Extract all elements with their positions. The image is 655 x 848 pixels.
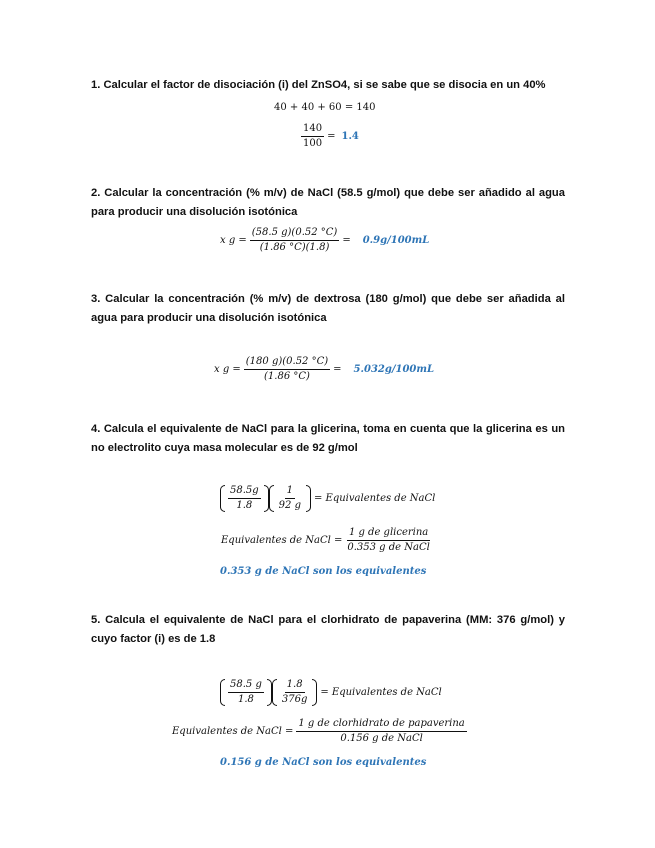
q3-denominator: (1.86 °C)	[264, 371, 310, 382]
q4-fraction-3	[345, 527, 431, 554]
q5-equation-2	[172, 718, 470, 745]
q1-fraction-denominator: 100	[303, 138, 323, 149]
q3-lhs: x g =	[214, 364, 241, 375]
q5-fraction-2	[280, 679, 310, 706]
q3-numerator: (180 g)(0.52 °C)	[244, 356, 330, 370]
q4-equation-2	[221, 527, 435, 554]
q4-fraction-1-denominator: 1.8	[236, 500, 253, 511]
q2-fraction	[250, 227, 340, 254]
q1-result: 1.4	[341, 131, 359, 142]
q4-fraction-2-numerator: 1	[285, 485, 295, 499]
q4-result: 0.353 g de NaCl son los equivalentes	[220, 566, 427, 577]
q5-paren-2	[272, 679, 318, 706]
q1-sum: 40 + 40 + 60 = 140	[274, 102, 376, 113]
q4-lhs2: Equivalentes de NaCl =	[221, 535, 343, 546]
q5-fraction-2-numerator: 1.8	[285, 679, 305, 693]
q3-result: 5.032g/100mL	[353, 364, 434, 375]
q4-fraction-1-numerator: 58.5g	[228, 485, 261, 499]
q2-denominator: (1.86 °C)(1.8)	[259, 242, 330, 253]
question-1-title: 1. Calcular el factor de disociación (i) del ZnSO4, si se sabe que se disocia en un 40%	[91, 79, 546, 91]
q1-fraction-numerator: 140	[301, 123, 324, 137]
q1-fraction	[301, 123, 324, 150]
q4-result-line	[220, 566, 426, 577]
q4-fraction-3-denominator: 0.353 g de NaCl	[347, 542, 430, 553]
q5-fraction-1-numerator: 58.5 g	[228, 679, 264, 693]
q2-lhs: x g =	[220, 235, 247, 246]
q3-fraction	[244, 356, 330, 383]
q4-fraction-1	[228, 485, 261, 512]
q5-rhs: = Equivalentes de NaCl	[320, 687, 442, 698]
q3-equation	[214, 356, 434, 383]
q5-paren-1	[220, 679, 272, 706]
q5-fraction-1	[228, 679, 264, 706]
q5-result: 0.156 g de NaCl son los equivalentes	[220, 757, 427, 768]
q2-equals: =	[342, 235, 351, 246]
q1-fraction-equation	[298, 123, 359, 150]
q5-lhs2: Equivalentes de NaCl =	[172, 726, 294, 737]
q5-fraction-2-denominator: 376g	[281, 694, 308, 705]
q2-result: 0.9g/100mL	[362, 235, 430, 246]
q1-equals: =	[327, 131, 336, 142]
q5-fraction-3	[296, 718, 466, 745]
q5-result-line	[220, 757, 426, 768]
q4-equation-1	[220, 485, 435, 512]
q4-fraction-3-numerator: 1 g de glicerina	[347, 527, 430, 541]
question-3-title: 3. Calcular la concentración (% m/v) de dextrosa (180 g/mol) que debe ser añadida al agua para producir una disolución isotónica	[91, 293, 565, 324]
question-2-title: 2. Calcular la concentración (% m/v) de NaCl (58.5 g/mol) que debe ser añadido al agua para producir una disolución isotónica	[91, 187, 565, 218]
q5-fraction-3-numerator: 1 g de clorhidrato de papaverina	[296, 718, 466, 732]
q4-paren-1	[220, 485, 269, 512]
q5-fraction-1-denominator: 1.8	[237, 694, 254, 705]
question-4-title: 4. Calcula el equivalente de NaCl para la glicerina, toma en cuenta que la glicerina es un no electrolito cuya masa molecular es de 92 g/mol	[91, 423, 565, 454]
q1-sum-equation	[274, 102, 375, 113]
q4-fraction-2-denominator: 92 g	[278, 500, 301, 511]
q2-equation	[220, 227, 429, 254]
q4-rhs: = Equivalentes de NaCl	[313, 493, 436, 504]
q5-equation-1	[220, 679, 442, 706]
q2-numerator: (58.5 g)(0.52 °C)	[250, 227, 340, 241]
q5-fraction-3-denominator: 0.156 g de NaCl	[340, 733, 423, 744]
q4-paren-2	[269, 485, 311, 512]
q3-equals: =	[333, 364, 342, 375]
question-5-title: 5. Calcula el equivalente de NaCl para el clorhidrato de papaverina (MM: 376 g/mol) y cuyo factor (i) es de 1.8	[91, 614, 565, 645]
q4-fraction-2	[277, 485, 303, 512]
